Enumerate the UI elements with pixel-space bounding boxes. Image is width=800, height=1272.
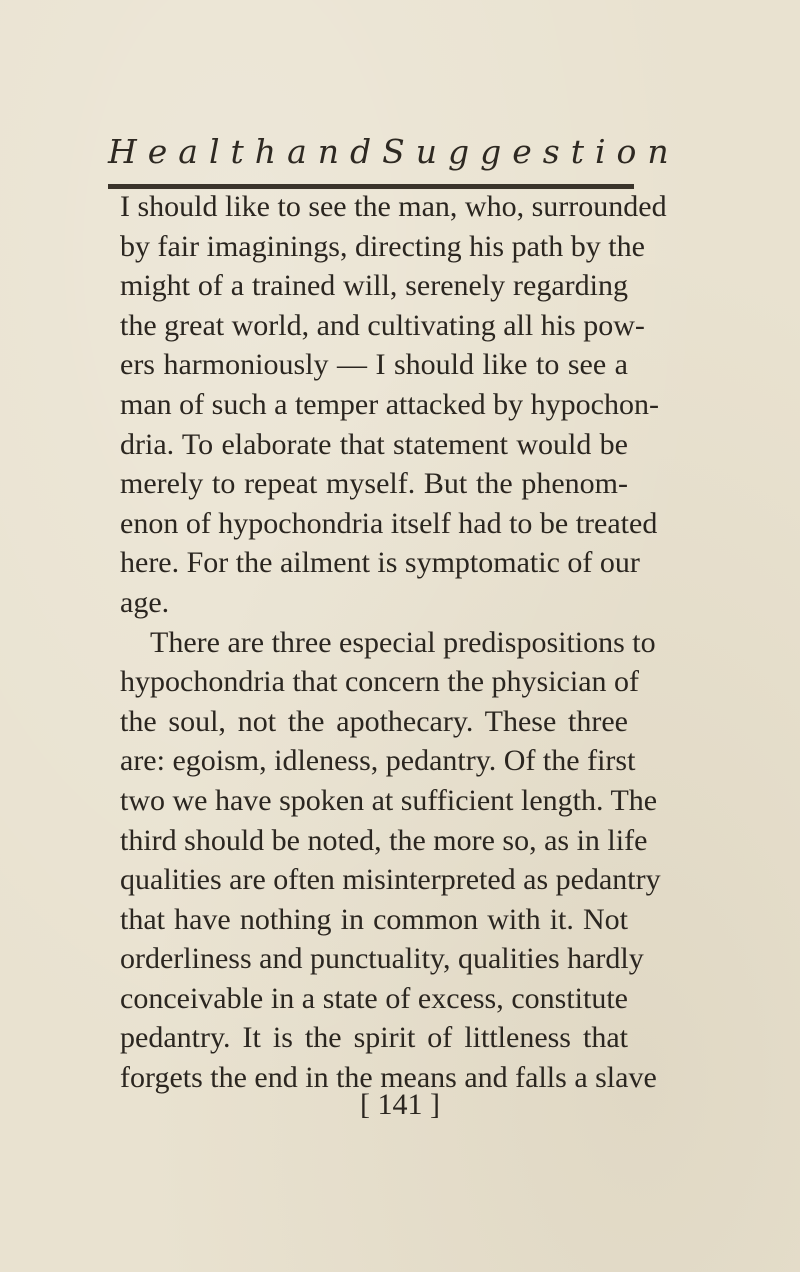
text-line: orderliness and punctuality, qualities hardly [120, 942, 644, 976]
text-line: enon of hypochondria itself had to be treated [120, 506, 658, 540]
page-number: [ 141 ] [360, 1088, 440, 1121]
text-line: pedantry. It is the spirit of littleness that [120, 1021, 628, 1055]
text-line: by fair imaginings, directing his path by the [120, 229, 645, 263]
text-line: two we have spoken at sufficient length. The [120, 783, 658, 817]
text-line: dria. To elaborate that statement would be [120, 427, 628, 461]
text-line: ers harmoniously — I should like to see a [120, 348, 628, 382]
text-line: the soul, not the apothecary. These three [120, 704, 628, 738]
text-line: hypochondria that concern the physician of [120, 665, 639, 699]
running-head-left: Health [108, 132, 288, 171]
text-line: the great world, and cultivating all his pow- [120, 308, 645, 342]
text-line: qualities are often misinterpreted as pedantry [120, 863, 661, 897]
text-line: forgets the end in the means and falls a slave [120, 1061, 657, 1095]
text-line: third should be noted, the more so, as in life [120, 823, 648, 857]
text-line: I should like to see the man, who, surrounded [120, 190, 667, 223]
text-line: man of such a temper attacked by hypochon- [120, 387, 659, 421]
text-line: age. [120, 585, 170, 619]
text-line: might of a trained will, serenely regarding [120, 269, 628, 303]
text-line: that have nothing in common with it. Not [120, 902, 628, 936]
text-line: conceivable in a state of excess, constitute [120, 981, 628, 1015]
body-text [120, 187, 667, 1098]
text-line: here. For the ailment is symptomatic of our [120, 546, 640, 580]
text-line: are: egoism, idleness, pedantry. Of the first [120, 744, 636, 778]
text-line: merely to repeat myself. But the phenom- [120, 467, 628, 501]
running-head [108, 132, 680, 172]
running-head-right: Suggestion [382, 132, 680, 171]
running-head-center: and [287, 132, 383, 171]
text-line: There are three especial predispositions to [150, 625, 656, 659]
